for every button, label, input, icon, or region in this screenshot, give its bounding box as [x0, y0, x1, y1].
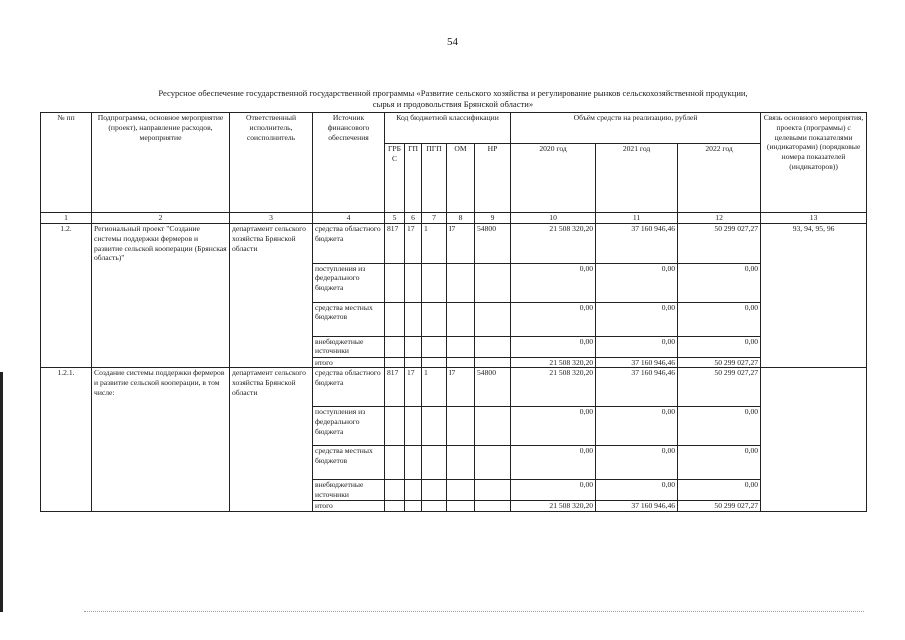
scan-bottom-artifact [84, 610, 864, 612]
funding-source: внебюджетные источники [313, 480, 385, 501]
table-row [41, 336, 867, 357]
funding-source: средства областного бюджета [313, 224, 385, 264]
header-2020: 2020 год [511, 144, 596, 213]
header-pgp: ПГП [422, 144, 447, 213]
code-grbs: 817 [385, 368, 405, 407]
funding-source: средства местных бюджетов [313, 446, 385, 480]
amount-2022: 0,00 [678, 407, 761, 446]
amount-2020: 21 508 320,20 [511, 357, 596, 368]
table-row [41, 446, 867, 480]
page-number: 54 [447, 36, 458, 48]
funding-source: поступления из федерального бюджета [313, 263, 385, 302]
table-row-total [41, 357, 867, 368]
code-grbs: 817 [385, 224, 405, 264]
amount-2022: 50 299 027,27 [678, 357, 761, 368]
amount-2022: 0,00 [678, 480, 761, 501]
amount-2020: 0,00 [511, 446, 596, 480]
code-np [475, 357, 511, 368]
amount-2020: 0,00 [511, 480, 596, 501]
amount-2021: 37 160 946,46 [596, 368, 678, 407]
code-grbs [385, 407, 405, 446]
code-pgp [422, 357, 447, 368]
amount-2020: 0,00 [511, 407, 596, 446]
column-number: 13 [761, 213, 867, 224]
table-row [41, 368, 867, 407]
code-pgp [422, 302, 447, 336]
amount-2022: 50 299 027,27 [678, 224, 761, 264]
code-gp [405, 302, 422, 336]
table-row [41, 302, 867, 336]
code-gp [405, 446, 422, 480]
column-number: 2 [92, 213, 230, 224]
responsible-executor: департамент сельского хозяйства Брянской области [230, 224, 313, 264]
header-volume: Объём средств на реализацию, рублей [511, 113, 761, 144]
code-grbs [385, 501, 405, 512]
code-om [447, 357, 475, 368]
column-number: 4 [313, 213, 385, 224]
code-np [475, 480, 511, 501]
code-grbs [385, 480, 405, 501]
code-gp: 17 [405, 368, 422, 407]
amount-2021: 0,00 [596, 263, 678, 302]
header-link: Связь основного мероприятия, проекта (программы) с целевыми показателями (индикаторами) (порядковые номера показателей (индикаторов)) [761, 113, 867, 213]
funding-source: итого [313, 357, 385, 368]
amount-2022: 0,00 [678, 446, 761, 480]
indicator-numbers [761, 368, 867, 407]
header-grbs: ГРБ С [385, 144, 405, 213]
table-row [41, 407, 867, 446]
funding-source: внебюджетные источники [313, 336, 385, 357]
amount-2021: 37 160 946,46 [596, 224, 678, 264]
code-np [475, 336, 511, 357]
code-om [447, 446, 475, 480]
code-pgp [422, 501, 447, 512]
amount-2021: 0,00 [596, 407, 678, 446]
header-budget-code: Код бюджетной классификации [385, 113, 511, 144]
amount-2021: 0,00 [596, 480, 678, 501]
code-om: I7 [447, 224, 475, 264]
code-gp [405, 501, 422, 512]
amount-2021: 37 160 946,46 [596, 357, 678, 368]
code-gp [405, 336, 422, 357]
code-np [475, 446, 511, 480]
code-pgp [422, 407, 447, 446]
header-2022: 2022 год [678, 144, 761, 213]
table-row [41, 224, 867, 264]
header-no: № пп [41, 113, 92, 213]
funding-source: средства областного бюджета [313, 368, 385, 407]
column-number: 7 [422, 213, 447, 224]
header-2021: 2021 год [596, 144, 678, 213]
column-number: 8 [447, 213, 475, 224]
code-gp [405, 263, 422, 302]
header-subprogram: Подпрограмма, основное мероприятие (проект), направление расходов, мероприятие [92, 113, 230, 213]
resource-table [40, 112, 867, 512]
code-om [447, 407, 475, 446]
item-name: Создание системы поддержки фермеров и развитие сельской кооперации, в том числе: [92, 368, 230, 407]
column-number: 9 [475, 213, 511, 224]
amount-2020: 0,00 [511, 263, 596, 302]
column-number-row [41, 213, 867, 224]
responsible-executor: департамент сельского хозяйства Брянской области [230, 368, 313, 407]
row-number: 1.2.1. [41, 368, 92, 512]
code-gp [405, 407, 422, 446]
amount-2022: 0,00 [678, 263, 761, 302]
code-np: 54800 [475, 224, 511, 264]
code-pgp: 1 [422, 368, 447, 407]
code-gp [405, 357, 422, 368]
amount-2022: 0,00 [678, 302, 761, 336]
funding-source: поступления из федерального бюджета [313, 407, 385, 446]
header-np: НР [475, 144, 511, 213]
code-grbs [385, 357, 405, 368]
header-row-1 [41, 113, 867, 144]
table-row [41, 480, 867, 501]
code-grbs [385, 446, 405, 480]
code-pgp: 1 [422, 224, 447, 264]
amount-2021: 0,00 [596, 336, 678, 357]
table-row-total [41, 501, 867, 512]
code-grbs [385, 302, 405, 336]
code-gp [405, 480, 422, 501]
column-number: 1 [41, 213, 92, 224]
amount-2020: 21 508 320,20 [511, 501, 596, 512]
title-line-1: Ресурсное обеспечение государственной государственной программы «Развитие сельского хозяйства и регулирование рынков сельскохозяйственной продукции, [158, 88, 748, 98]
column-number: 11 [596, 213, 678, 224]
amount-2020: 21 508 320,20 [511, 224, 596, 264]
amount-2022: 50 299 027,27 [678, 501, 761, 512]
code-pgp [422, 480, 447, 501]
code-pgp [422, 336, 447, 357]
amount-2021: 0,00 [596, 446, 678, 480]
amount-2020: 0,00 [511, 336, 596, 357]
indicator-numbers: 93, 94, 95, 96 [761, 224, 867, 264]
row-number: 1.2. [41, 224, 92, 368]
title-line-2: сырья и продовольствия Брянской области» [372, 99, 534, 109]
amount-2020: 0,00 [511, 302, 596, 336]
table-row [41, 263, 867, 302]
code-gp: 17 [405, 224, 422, 264]
funding-source: итого [313, 501, 385, 512]
code-np [475, 501, 511, 512]
code-om [447, 480, 475, 501]
code-om [447, 263, 475, 302]
column-number: 12 [678, 213, 761, 224]
header-om: ОМ [447, 144, 475, 213]
code-np: 54800 [475, 368, 511, 407]
column-number: 10 [511, 213, 596, 224]
header-responsible: Ответственный исполнитель, соисполнитель [230, 113, 313, 213]
scan-edge-mark [0, 372, 3, 612]
code-om [447, 302, 475, 336]
column-number: 5 [385, 213, 405, 224]
header-source: Источник финансового обеспечения [313, 113, 385, 213]
amount-2021: 0,00 [596, 302, 678, 336]
amount-2020: 21 508 320,20 [511, 368, 596, 407]
item-name: Региональный проект "Создание системы поддержки фермеров и развитие сельской кооперации (Брянская область)" [92, 224, 230, 264]
code-grbs [385, 336, 405, 357]
code-om [447, 501, 475, 512]
amount-2022: 0,00 [678, 336, 761, 357]
code-om [447, 336, 475, 357]
code-pgp [422, 263, 447, 302]
column-number: 6 [405, 213, 422, 224]
code-om: I7 [447, 368, 475, 407]
code-np [475, 302, 511, 336]
funding-source: средства местных бюджетов [313, 302, 385, 336]
amount-2022: 50 299 027,27 [678, 368, 761, 407]
code-np [475, 263, 511, 302]
column-number: 3 [230, 213, 313, 224]
code-np [475, 407, 511, 446]
code-pgp [422, 446, 447, 480]
header-gp: ГП [405, 144, 422, 213]
code-grbs [385, 263, 405, 302]
document-title [118, 88, 788, 110]
amount-2021: 37 160 946,46 [596, 501, 678, 512]
